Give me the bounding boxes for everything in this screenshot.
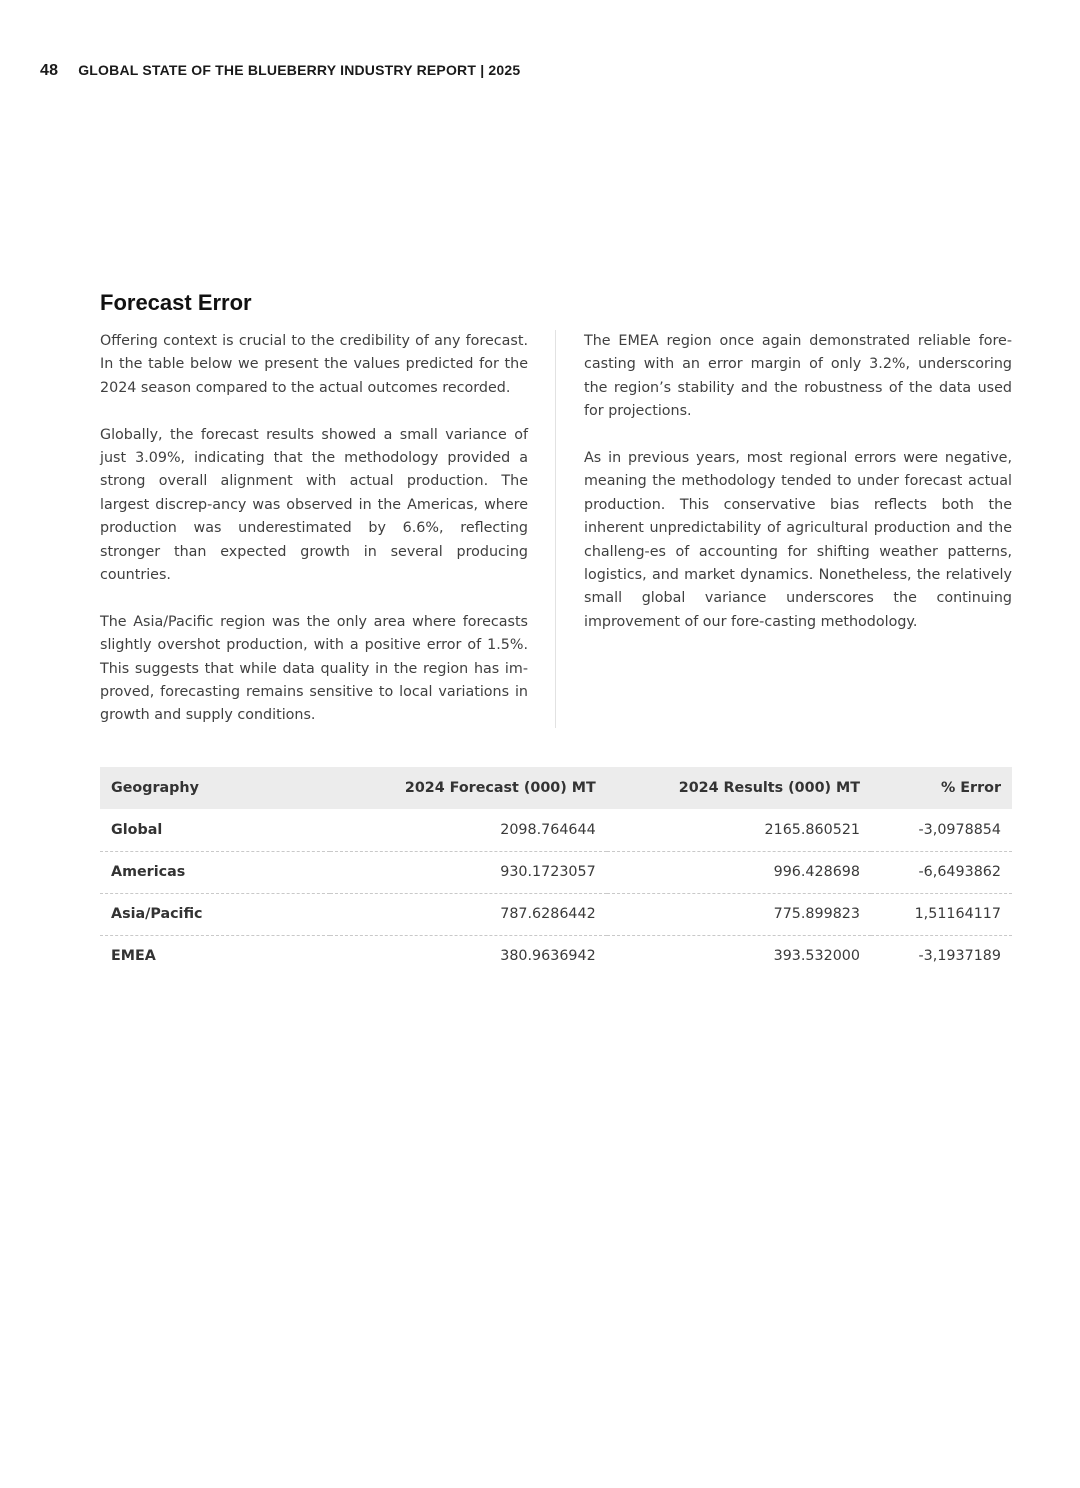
section-title: Forecast Error [100,290,252,315]
header-results: 2024 Results (000) MT [678,780,861,796]
table-header-row [100,767,1012,809]
header-error: % Error [940,780,1001,796]
right-column [556,330,1012,728]
paragraph: The Asia/Pacific region was the only area where forecasts slightly overshot production, with a positive error of 1.5%. This suggests that while data quality in the region has im-proved, forecasting remains sensitive to local variations in growth and supply conditions. [100,613,528,724]
cell-error: -6,6493862 [871,851,1012,893]
body-text-columns [100,330,1012,728]
cell-results: 2165.860521 [607,809,871,851]
report-title: GLOBAL STATE OF THE BLUEBERRY INDUSTRY REPORT | 2025 [78,62,521,78]
header-forecast: 2024 Forecast (000) MT [404,780,596,796]
cell-forecast: 930.1723057 [330,851,607,893]
cell-geography: Asia/Pacific [100,893,330,935]
cell-forecast: 380.9636942 [500,948,596,965]
cell-geography: Global [100,809,330,851]
page-header [40,62,520,80]
cell-results: 393.532000 [773,948,861,965]
left-column [100,330,556,728]
cell-error: -3,0978854 [871,809,1012,851]
paragraph: Offering context is crucial to the credibility of any forecast. In the table below we present the values predicted for the 2024 season compared to the actual outcomes recorded. [100,333,528,396]
table-row [100,893,1012,935]
cell-geography: Americas [100,851,330,893]
paragraph: The EMEA region once again demonstrated reliable fore-casting with an error margin of only 3.2%, underscoring the region’s stability and the robustness of the data used for projections. [584,333,1012,420]
cell-forecast: 787.6286442 [330,893,607,935]
cell-geography: EMEA [111,948,156,965]
paragraph: As in previous years, most regional errors were negative, meaning the methodology tended to under forecast actual production. This conservative bias reflects both the inherent unpredictability of agricultural production and the challeng-es of accounting for shifting weather patterns, logistics, and market dynamics. Nonetheless, the relatively small global variance underscores the continuing improvement of our fore-casting methodology. [584,450,1012,630]
paragraph: Globally, the forecast results showed a small variance of just 3.09%, indicating that the methodology provided a strong overall alignment with actual production. The largest discrep-ancy was observed in the Americas, where production was underestimated by 6.6%, reflecting stronger than expected growth in several producing countries. [100,426,528,584]
forecast-error-table [100,767,1012,977]
cell-forecast: 2098.764644 [330,809,607,851]
cell-error: -3,1937189 [918,948,1001,965]
table-row [100,851,1012,893]
table-row [100,809,1012,851]
cell-results: 775.899823 [607,893,871,935]
header-geography: Geography [111,780,199,796]
cell-results: 996.428698 [607,851,871,893]
page-number: 48 [40,62,59,79]
cell-error: 1,51164117 [871,893,1012,935]
table-row [100,935,1012,977]
